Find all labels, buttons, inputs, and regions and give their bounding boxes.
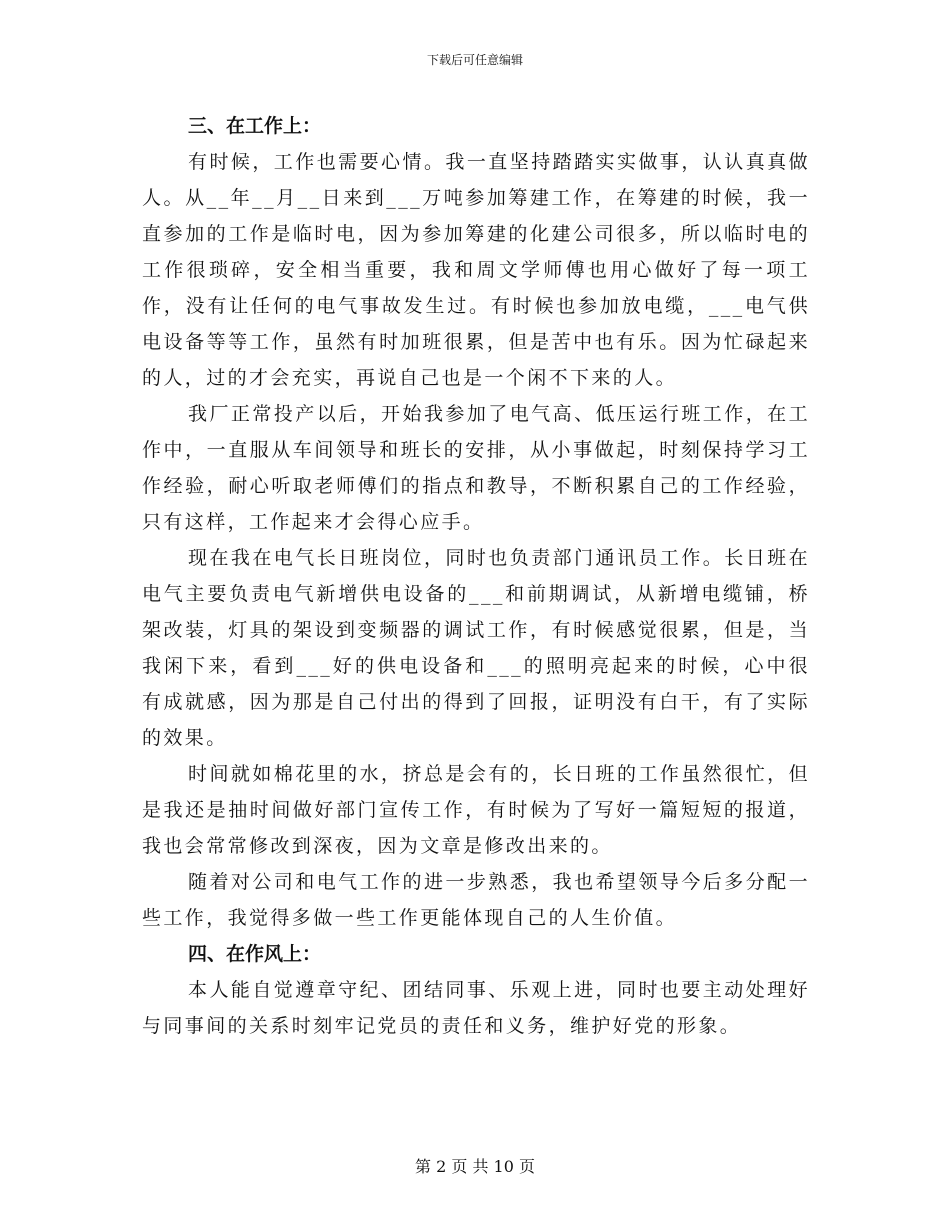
section-heading-work: 三、在工作上： bbox=[188, 115, 322, 137]
paragraph-publicity-work: 时间就如棉花里的水，挤总是会有的，长日班的工作虽然很忙，但是我还是抽时间做好部门宣传工作，有时候为了写好一篇短短的报道，我也会常常修改到深夜，因为文章是修改出来的。 bbox=[142, 763, 810, 857]
paragraph-day-shift-post: 现在我在电气长日班岗位，同时也负责部门通讯员工作。长日班在电气主要负责电气新增供电设备的___和前期调试，从新增电缆铺，桥架改装，灯具的架设到变频器的调试工作，有时候感觉很累，但是，当我闲下来，看到___好的供电设备和___的照明亮起来的时候，心中很有成就感，因为那是自己付出的得到了回报，证明没有白干，有了实际的效果。 bbox=[142, 547, 810, 749]
paragraph-work-attitude: 有时候，工作也需要心情。我一直坚持踏踏实实做事，认认真真做人。从__年__月__日来到___万吨参加筹建工作，在筹建的时候，我一直参加的工作是临时电，因为参加筹建的化建公司很多，所以临时电的工作很琐碎，安全相当重要，我和周文学师傅也用心做好了每一项工作，没有让任何的电气事故发生过。有时候也参加放电缆，___电气供电设备等等工作，虽然有时加班很累，但是苦中也有乐。因为忙碌起来的人，过的才会充实，再说自己也是一个闲不下来的人。 bbox=[142, 151, 810, 389]
document-body bbox=[142, 108, 810, 1044]
section-heading-style: 四、在作风上： bbox=[188, 943, 322, 965]
page-header-note: 下载后可任意编辑 bbox=[426, 53, 523, 67]
paragraph-discipline: 本人能自觉遵章守纪、团结同事、乐观上进，同时也要主动处理好与同事间的关系时刻牢记党员的责任和义务，维护好党的形象。 bbox=[142, 979, 810, 1037]
page-number: 第 2 页 共 10 页 bbox=[415, 1157, 535, 1176]
paragraph-future-hopes: 随着对公司和电气工作的进一步熟悉，我也希望领导今后多分配一些工作，我觉得多做一些工作更能体现自己的人生价值。 bbox=[142, 871, 810, 929]
paragraph-production-work: 我厂正常投产以后，开始我参加了电气高、低压运行班工作，在工作中，一直服从车间领导和班长的安排，从小事做起，时刻保持学习工作经验，耐心听取老师傅们的指点和教导，不断积累自己的工作经验，只有这样，工作起来才会得心应手。 bbox=[142, 403, 810, 533]
